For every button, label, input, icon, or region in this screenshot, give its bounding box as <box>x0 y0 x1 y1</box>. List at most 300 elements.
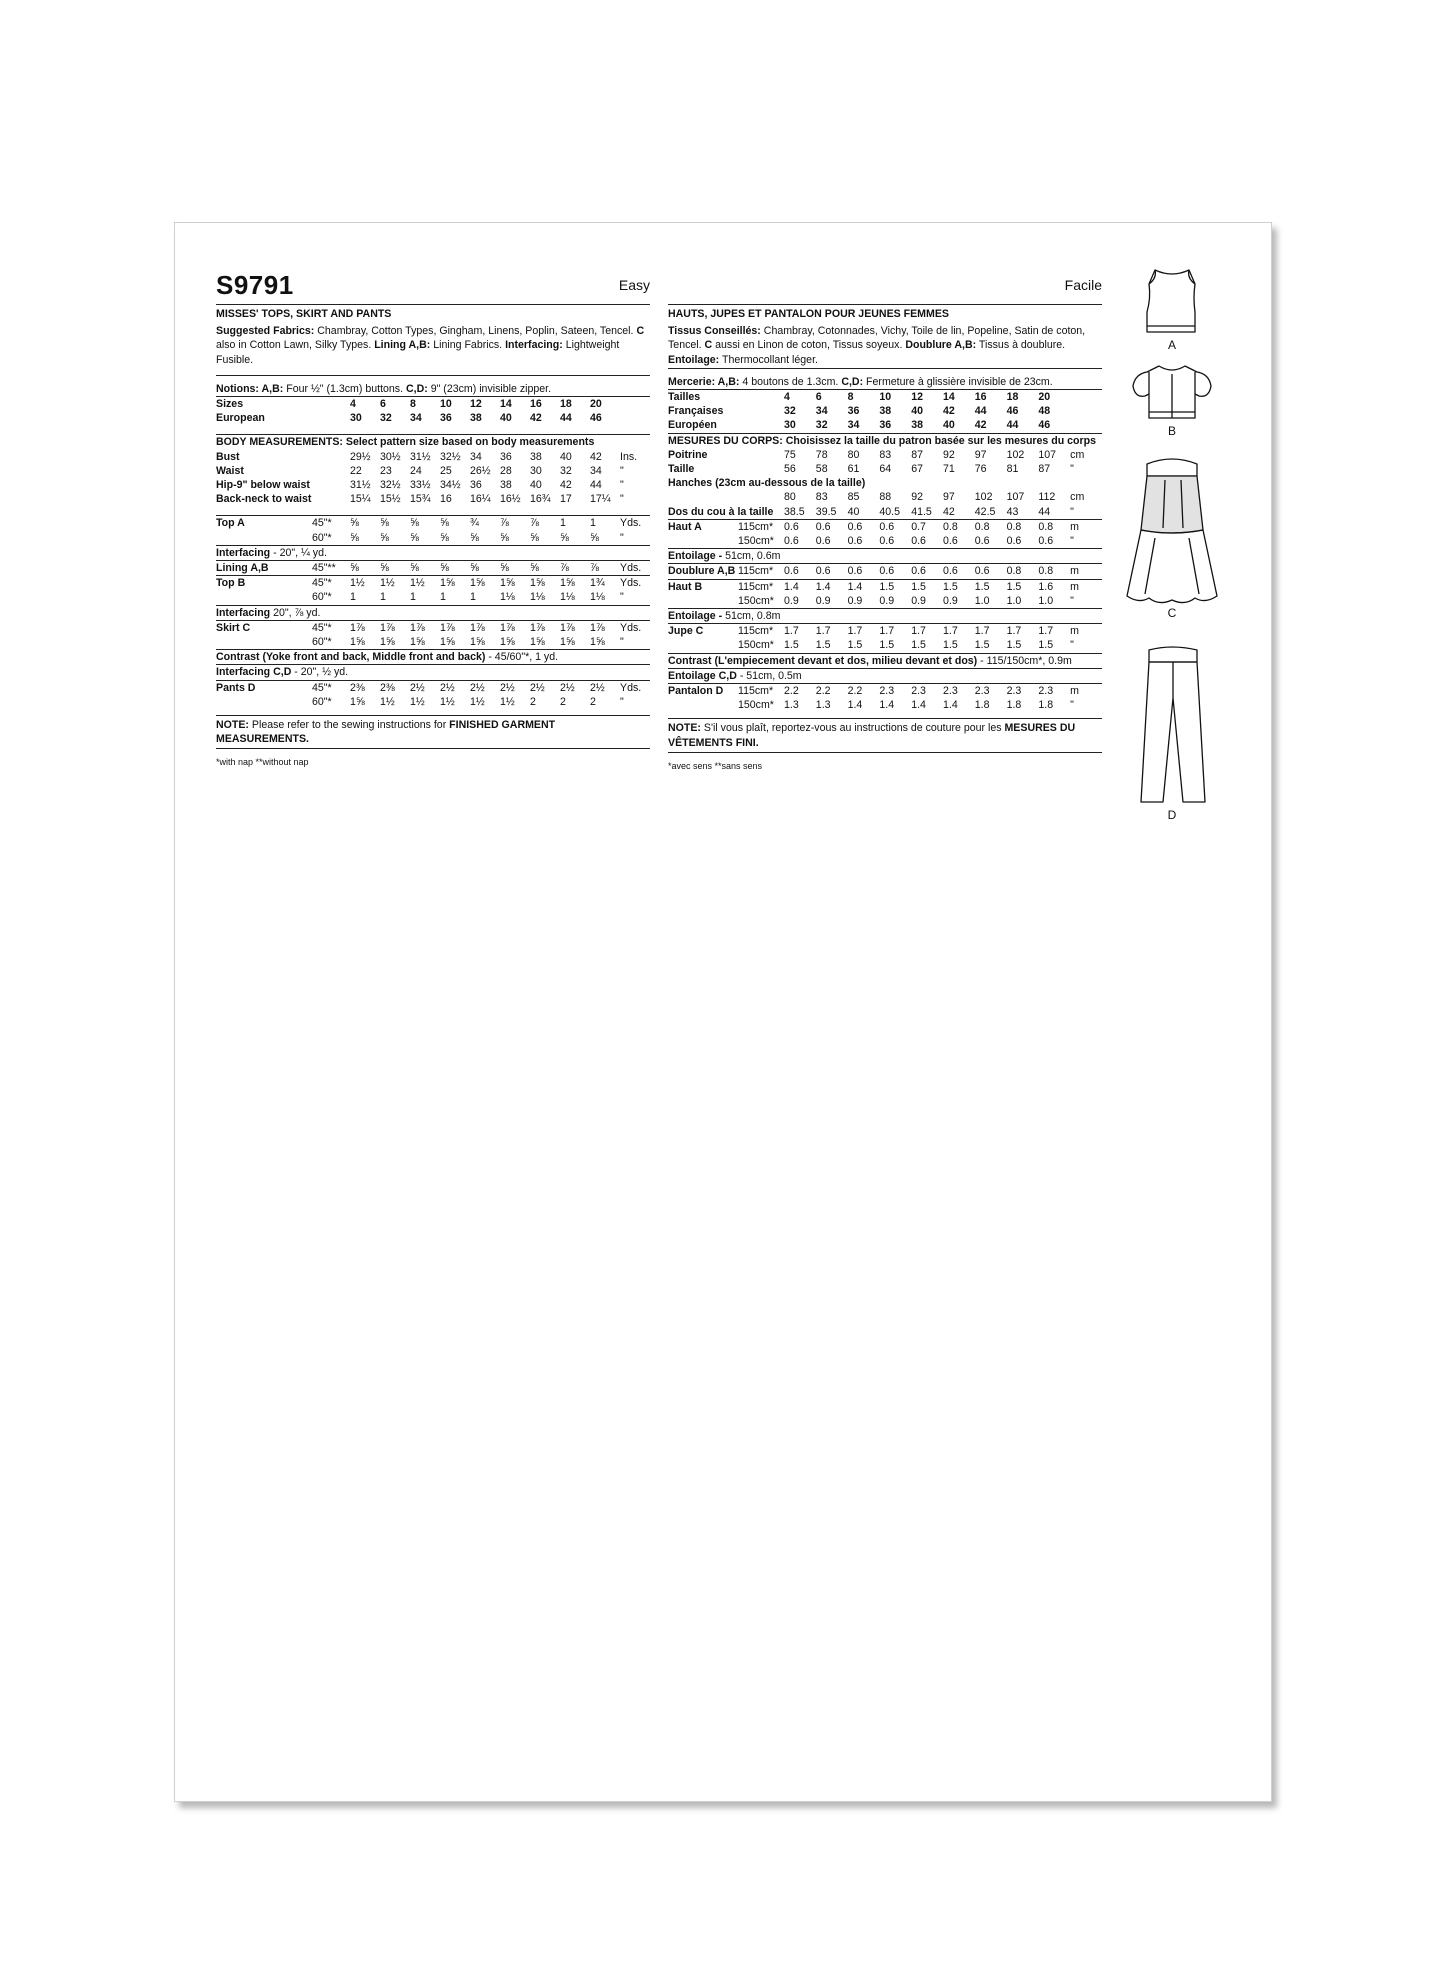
table-cell: 0.6 <box>879 535 895 548</box>
yardage-note-label: Interfacing <box>216 546 271 559</box>
table-cell: 29½ <box>350 450 371 463</box>
unit-cell: cm <box>1070 491 1085 504</box>
table-cell: 33½ <box>410 479 431 492</box>
table-cell: 1.0 <box>1038 594 1054 607</box>
table-cell: ⅝ <box>410 531 419 544</box>
table-cell: 0.8 <box>942 520 958 533</box>
table-cell: 40 <box>500 412 512 425</box>
table-cell: 30 <box>350 412 362 425</box>
table-cell: 1⅝ <box>380 636 395 649</box>
yardage-note-label: Contrast (Yoke front and back, Middle front and back) <box>216 651 486 664</box>
table-row <box>668 404 1102 418</box>
table-cell: 0.6 <box>784 520 799 533</box>
table-cell: 14 <box>942 391 955 404</box>
unit-cell: m <box>1070 580 1079 593</box>
yardage-note-text: - 45/60"*, 1 yd. <box>485 651 559 664</box>
table-row <box>216 635 650 649</box>
table-cell: 18 <box>560 398 572 411</box>
table-cell: 41.5 <box>911 505 932 518</box>
fabric-width: 45"* <box>312 621 332 634</box>
table-cell: ⅝ <box>410 562 419 575</box>
row-label <box>668 594 738 608</box>
table-cell: 102 <box>974 491 993 504</box>
fabric-width: 45"* <box>312 517 332 530</box>
table-cell: 0.6 <box>815 565 831 578</box>
table-cell: 1.5 <box>1038 639 1054 652</box>
unit-cell: " <box>620 479 624 492</box>
table-cell: 42 <box>942 405 955 418</box>
notions-label: C,D: <box>405 382 428 395</box>
unit-cell: " <box>1070 505 1074 518</box>
fabric-width: 45"* <box>312 681 332 694</box>
table-cell: 34½ <box>440 479 461 492</box>
table-cell: 46 <box>590 412 602 425</box>
table-cell: 2.3 <box>911 685 926 698</box>
table-row <box>216 464 650 478</box>
yardage-note <box>668 653 1102 668</box>
table-cell: 1.7 <box>1006 625 1022 638</box>
table-cell: 42 <box>974 419 987 432</box>
table-cell: 0.6 <box>879 565 895 578</box>
table-cell: 1.4 <box>911 699 926 712</box>
table-cell: 36 <box>500 450 512 463</box>
table-cell: 32½ <box>380 479 401 492</box>
table-row <box>216 561 650 576</box>
table-cell: 0.6 <box>784 565 799 578</box>
fabric-width: 45"* <box>312 577 332 590</box>
notions-label: C,D: <box>841 375 864 388</box>
table-cell: ⅝ <box>500 562 509 575</box>
table-row <box>216 695 650 709</box>
unit-cell: " <box>620 493 624 506</box>
table-cell: 1⅞ <box>380 621 395 634</box>
table-cell: 1⅞ <box>530 621 545 634</box>
table-cell: 10 <box>879 391 892 404</box>
table-cell: 92 <box>911 491 923 504</box>
table-row <box>668 476 1102 490</box>
fabric-width <box>312 411 350 425</box>
table-cell: 16 <box>530 398 542 411</box>
tiered-maxi-skirt-icon <box>1127 459 1217 603</box>
table-cell: 1.5 <box>974 639 990 652</box>
row-label: Poitrine <box>668 448 708 461</box>
row-label: Bust <box>216 450 240 463</box>
table-cell: 17 <box>560 493 572 506</box>
table-cell: ⅝ <box>380 517 389 530</box>
table-cell: 1⅞ <box>560 621 575 634</box>
table-cell: 64 <box>879 463 892 476</box>
table-cell: 0.9 <box>815 594 831 607</box>
table-cell: 32 <box>380 412 392 425</box>
table-cell: ⅝ <box>530 562 539 575</box>
row-label: Hanches (23cm au-dessous de la taille) <box>668 477 866 490</box>
table-cell: 0.8 <box>1006 565 1022 578</box>
notions-line-fr <box>668 375 1102 390</box>
table-cell: 1⅛ <box>590 591 605 604</box>
table-cell: 1.7 <box>911 625 926 638</box>
table-cell: 42 <box>590 450 602 463</box>
unit-cell: Yds. <box>620 562 642 575</box>
unit-cell <box>1070 390 1102 404</box>
fabric-width <box>312 397 350 411</box>
fabric-width <box>738 490 784 504</box>
english-column <box>216 270 650 770</box>
table-cell: ⅞ <box>530 517 539 530</box>
table-cell: 28 <box>500 464 512 477</box>
table-cell: 1.3 <box>784 699 799 712</box>
sizes-table <box>216 397 650 425</box>
table-cell: 10 <box>440 398 452 411</box>
yardage-note-text: - 20", ½ yd. <box>291 666 349 679</box>
table-cell: 2.2 <box>784 685 799 698</box>
fabrics-paragraph <box>216 324 650 376</box>
table-cell: 38 <box>911 419 923 432</box>
sketches-svg <box>1125 268 1220 848</box>
fabric-width: 60"* <box>312 695 332 708</box>
table-cell: 0.9 <box>879 594 895 607</box>
unit-cell: cm <box>1070 448 1085 461</box>
unit-cell: " <box>1070 699 1074 712</box>
table-cell: 80 <box>784 491 796 504</box>
table-row <box>216 576 650 591</box>
table-cell: 0.6 <box>974 565 990 578</box>
fabric-width <box>738 418 784 432</box>
table-cell: 0.6 <box>974 535 990 548</box>
table-cell: 0.6 <box>847 565 863 578</box>
fabrics-label: Interfacing: <box>505 339 563 352</box>
table-cell: 16½ <box>500 493 521 506</box>
table-cell: ⅝ <box>500 531 509 544</box>
table-cell: 2½ <box>440 681 455 694</box>
fabric-width: 150cm* <box>738 535 774 548</box>
table-cell: 38 <box>530 450 542 463</box>
table-cell: 42 <box>942 505 955 518</box>
table-row <box>668 505 1102 519</box>
table-cell: 12 <box>470 398 482 411</box>
table-cell: 1½ <box>410 695 425 708</box>
table-cell: 2.3 <box>974 685 990 698</box>
fabrics-label: Suggested Fabrics: <box>216 325 315 338</box>
table-cell: 0.8 <box>974 520 990 533</box>
row-label: Pantalon D <box>668 685 724 698</box>
table-cell: ⅞ <box>590 562 599 575</box>
table-cell: 1.7 <box>1038 625 1054 638</box>
table-cell: 1½ <box>410 577 425 590</box>
body-measurements-table <box>216 450 650 507</box>
table-row <box>668 448 1102 462</box>
table-cell: 1½ <box>500 695 515 708</box>
fabric-width: 150cm* <box>738 699 774 712</box>
table-row <box>668 638 1102 652</box>
table-cell: 23 <box>380 464 392 477</box>
difficulty-label: Easy <box>618 277 650 293</box>
table-cell: 2.2 <box>815 685 831 698</box>
table-cell: 20 <box>590 398 602 411</box>
table-cell: 58 <box>815 463 828 476</box>
table-cell: 1½ <box>440 695 455 708</box>
table-row <box>668 579 1102 594</box>
table-cell: 1 <box>590 517 596 530</box>
row-label: Pants D <box>216 681 256 694</box>
table-cell: 1.7 <box>815 625 831 638</box>
row-label: Tailles <box>668 391 701 404</box>
yardage-note-label: Entoilage - <box>668 610 723 623</box>
fabrics-text: Thermocollant léger. <box>719 353 818 366</box>
table-cell: 87 <box>911 448 923 461</box>
table-cell: 36 <box>470 479 482 492</box>
table-cell: 1⅞ <box>350 621 365 634</box>
note-line: NOTE: Please refer to the sewing instructions for FINISHED GARMENT MEASUREMENTS. <box>216 715 650 749</box>
row-label: Lining A,B <box>216 562 269 575</box>
table-cell: 48 <box>1038 405 1051 418</box>
view-label-b: B <box>1167 424 1176 438</box>
fabric-width <box>738 404 784 418</box>
table-cell: 0.6 <box>784 535 799 548</box>
table-cell: 36 <box>879 419 892 432</box>
fabrics-text: Chambray, Cotton Types, Gingham, Linens, Poplin, Sateen, Tencel. <box>314 325 637 338</box>
table-cell: 1.4 <box>879 699 895 712</box>
table-cell: 83 <box>815 491 828 504</box>
table-cell: 32 <box>815 419 828 432</box>
table-cell: 67 <box>911 463 923 476</box>
table-cell: 102 <box>1006 448 1025 461</box>
table-cell: 1.5 <box>911 580 926 593</box>
row-label: European <box>216 412 265 425</box>
fabrics-text: Tissus à doublure. <box>976 339 1066 352</box>
table-cell: ¾ <box>470 517 479 530</box>
row-label: Sizes <box>216 398 244 411</box>
row-label <box>668 698 738 712</box>
table-cell: 1⅝ <box>440 577 455 590</box>
notions-label: Mercerie: A,B: <box>668 375 740 388</box>
yardage-note <box>216 664 650 679</box>
table-cell: ⅝ <box>560 531 569 544</box>
pattern-title: MISSES' TOPS, SKIRT AND PANTS <box>216 308 392 320</box>
table-cell: 1.5 <box>1006 639 1022 652</box>
fabric-width <box>312 450 350 464</box>
table-cell: 1 <box>350 591 356 604</box>
row-label: Taille <box>668 463 695 476</box>
table-cell: 30 <box>784 419 796 432</box>
footnote-fr: *avec sens **sans sens <box>668 760 763 771</box>
unit-cell: m <box>1070 565 1079 578</box>
table-cell: 1.5 <box>879 580 895 593</box>
table-cell: 1 <box>410 591 416 604</box>
fabrics-label: Doublure A,B: <box>905 339 977 352</box>
table-cell: 0.6 <box>879 520 895 533</box>
fabric-width <box>312 464 350 478</box>
table-cell: 42 <box>530 412 542 425</box>
yardage-note-label: Interfacing C,D <box>216 666 292 679</box>
unit-cell: " <box>620 464 624 477</box>
fabric-width: 60"* <box>312 531 332 544</box>
table-cell: 2½ <box>470 681 485 694</box>
table-cell: 15¼ <box>350 493 371 506</box>
table-cell: 24 <box>410 464 422 477</box>
table-row <box>216 411 650 425</box>
table-cell: 44 <box>1006 419 1019 432</box>
fabrics-text: Lightweight Fusible. <box>216 339 620 366</box>
table-cell: 6 <box>815 391 822 404</box>
table-cell: 20 <box>1038 391 1051 404</box>
table-cell: 107 <box>1006 491 1025 504</box>
table-cell: 87 <box>1038 463 1051 476</box>
table-cell: 0.6 <box>911 535 926 548</box>
yardage-note-text: - 115/150cm*, 0.9m <box>977 654 1072 667</box>
table-cell: 34 <box>590 464 602 477</box>
table-cell: 40 <box>942 419 955 432</box>
table-cell: 2½ <box>410 681 425 694</box>
table-cell: 2 <box>560 695 566 708</box>
straight-leg-pants-icon <box>1141 647 1205 802</box>
row-label: Doublure A,B <box>668 565 736 578</box>
fabric-width <box>738 462 784 476</box>
table-cell: 25 <box>440 464 452 477</box>
row-label: Top A <box>216 517 245 530</box>
table-cell: ⅝ <box>350 517 359 530</box>
table-cell: 1.5 <box>815 639 831 652</box>
table-cell: 1⅝ <box>470 577 485 590</box>
table-cell: 1.5 <box>847 639 863 652</box>
fabric-width: 150cm* <box>738 594 774 607</box>
table-row <box>216 397 650 411</box>
table-cell: 1 <box>560 517 566 530</box>
table-cell: 1½ <box>470 695 485 708</box>
table-cell: 1⅝ <box>350 695 365 708</box>
unit-cell: " <box>620 695 624 708</box>
body-measurements-table-fr <box>668 448 1102 519</box>
table-row <box>668 698 1102 712</box>
table-row <box>216 590 650 604</box>
table-cell: 1.4 <box>847 580 863 593</box>
table-cell: ⅝ <box>590 531 599 544</box>
table-cell: 2⅜ <box>350 681 365 694</box>
table-cell: 0.8 <box>1038 565 1054 578</box>
table-cell: 2⅜ <box>380 681 395 694</box>
table-cell: 112 <box>1038 491 1056 504</box>
table-cell: 76 <box>974 463 987 476</box>
unit-cell <box>620 411 650 425</box>
table-cell: 1.5 <box>942 639 958 652</box>
table-cell: 44 <box>560 412 572 425</box>
table-cell: 0.6 <box>815 535 831 548</box>
fabric-width: 115cm* <box>738 625 774 638</box>
table-cell: 17¼ <box>590 493 611 506</box>
table-cell: 1.6 <box>1038 580 1054 593</box>
table-cell: 0.6 <box>815 520 831 533</box>
table-cell: 1½ <box>380 577 395 590</box>
table-cell: ⅝ <box>530 531 539 544</box>
fabric-width: 60"* <box>312 636 332 649</box>
table-cell: 34 <box>847 419 860 432</box>
fabric-width <box>312 478 350 492</box>
table-cell: 40 <box>911 405 923 418</box>
table-cell: 16¾ <box>530 493 551 506</box>
table-cell: 2½ <box>590 681 605 694</box>
table-cell: 92 <box>942 448 955 461</box>
table-row <box>668 564 1102 579</box>
table-cell: 1.8 <box>1038 699 1054 712</box>
table-cell: 0.9 <box>847 594 863 607</box>
body-measurements-heading: BODY MEASUREMENTS: Select pattern size based on body measurements <box>216 434 650 449</box>
table-cell: 42.5 <box>974 505 996 518</box>
fabrics-label: Lining A,B: <box>374 339 431 352</box>
unit-cell <box>1070 404 1102 418</box>
row-label: Françaises <box>668 405 724 418</box>
table-cell: 40.5 <box>879 505 901 518</box>
table-cell: 1⅝ <box>500 636 515 649</box>
table-cell: 1⅝ <box>500 577 515 590</box>
table-cell: 34 <box>815 405 828 418</box>
table-cell: 0.9 <box>911 594 926 607</box>
table-cell: 1⅝ <box>470 636 485 649</box>
table-row <box>216 620 650 635</box>
fabrics-text: Lining Fabrics. <box>430 339 506 352</box>
table-cell: 40 <box>530 479 542 492</box>
table-cell: 1.0 <box>1006 594 1022 607</box>
fabrics-paragraph-fr <box>668 324 1102 369</box>
unit-cell: " <box>1070 535 1074 548</box>
fabric-width: 150cm* <box>738 639 774 652</box>
unit-cell: " <box>1070 639 1074 652</box>
yardage-note <box>216 545 650 560</box>
table-cell: 44 <box>1038 505 1051 518</box>
unit-cell <box>620 397 650 411</box>
fabric-width: 115cm* <box>738 685 774 698</box>
table-cell: 1.0 <box>974 594 990 607</box>
table-cell: 38 <box>500 479 512 492</box>
table-cell: 1.7 <box>942 625 958 638</box>
table-row <box>668 418 1102 432</box>
unit-cell: Ins. <box>620 450 638 463</box>
table-cell: 1½ <box>380 695 395 708</box>
table-cell: 44 <box>590 479 602 492</box>
fabrics-label: Entoilage: <box>668 353 720 366</box>
table-cell: 38 <box>470 412 482 425</box>
table-cell: 26½ <box>470 464 491 477</box>
table-row <box>668 519 1102 534</box>
fabric-width: 115cm* <box>738 520 774 533</box>
table-cell: 15¾ <box>410 493 431 506</box>
unit-cell <box>1070 418 1102 432</box>
table-row <box>216 531 650 545</box>
row-label: Dos du cou à la taille <box>668 505 774 518</box>
yardage-note <box>668 608 1102 623</box>
unit-cell: m <box>1070 685 1079 698</box>
table-cell: 1⅞ <box>410 621 425 634</box>
table-cell: 1.3 <box>815 699 831 712</box>
row-label <box>216 695 312 709</box>
fabric-width: 115cm* <box>738 580 774 593</box>
table-cell: 4 <box>350 398 356 411</box>
table-cell: 56 <box>784 463 796 476</box>
table-row <box>668 390 1102 404</box>
table-cell: ⅝ <box>350 562 359 575</box>
fabrics-label: C <box>704 339 713 352</box>
note-line-fr: NOTE: S'il vous plaît, reportez-vous au instructions de couture pour les MESURES DU VÊTEMENTS FINI. <box>668 718 1102 752</box>
table-row <box>216 516 650 531</box>
row-label: Hip-9" below waist <box>216 479 310 492</box>
row-label <box>668 638 738 652</box>
fabrics-text: aussi en Linon de coton, Tissus soyeux. <box>712 339 906 352</box>
table-cell: 1⅛ <box>530 591 545 604</box>
table-cell: 1⅝ <box>350 636 365 649</box>
yardage-note <box>216 649 650 664</box>
unit-cell: Yds. <box>620 621 642 634</box>
table-cell: 83 <box>879 448 892 461</box>
fabrics-text: Chambray, Cotonnades, Vichy, Toile de lin, Popeline, Satin de coton, Tencel. <box>668 325 1086 352</box>
table-cell: ⅝ <box>440 531 449 544</box>
